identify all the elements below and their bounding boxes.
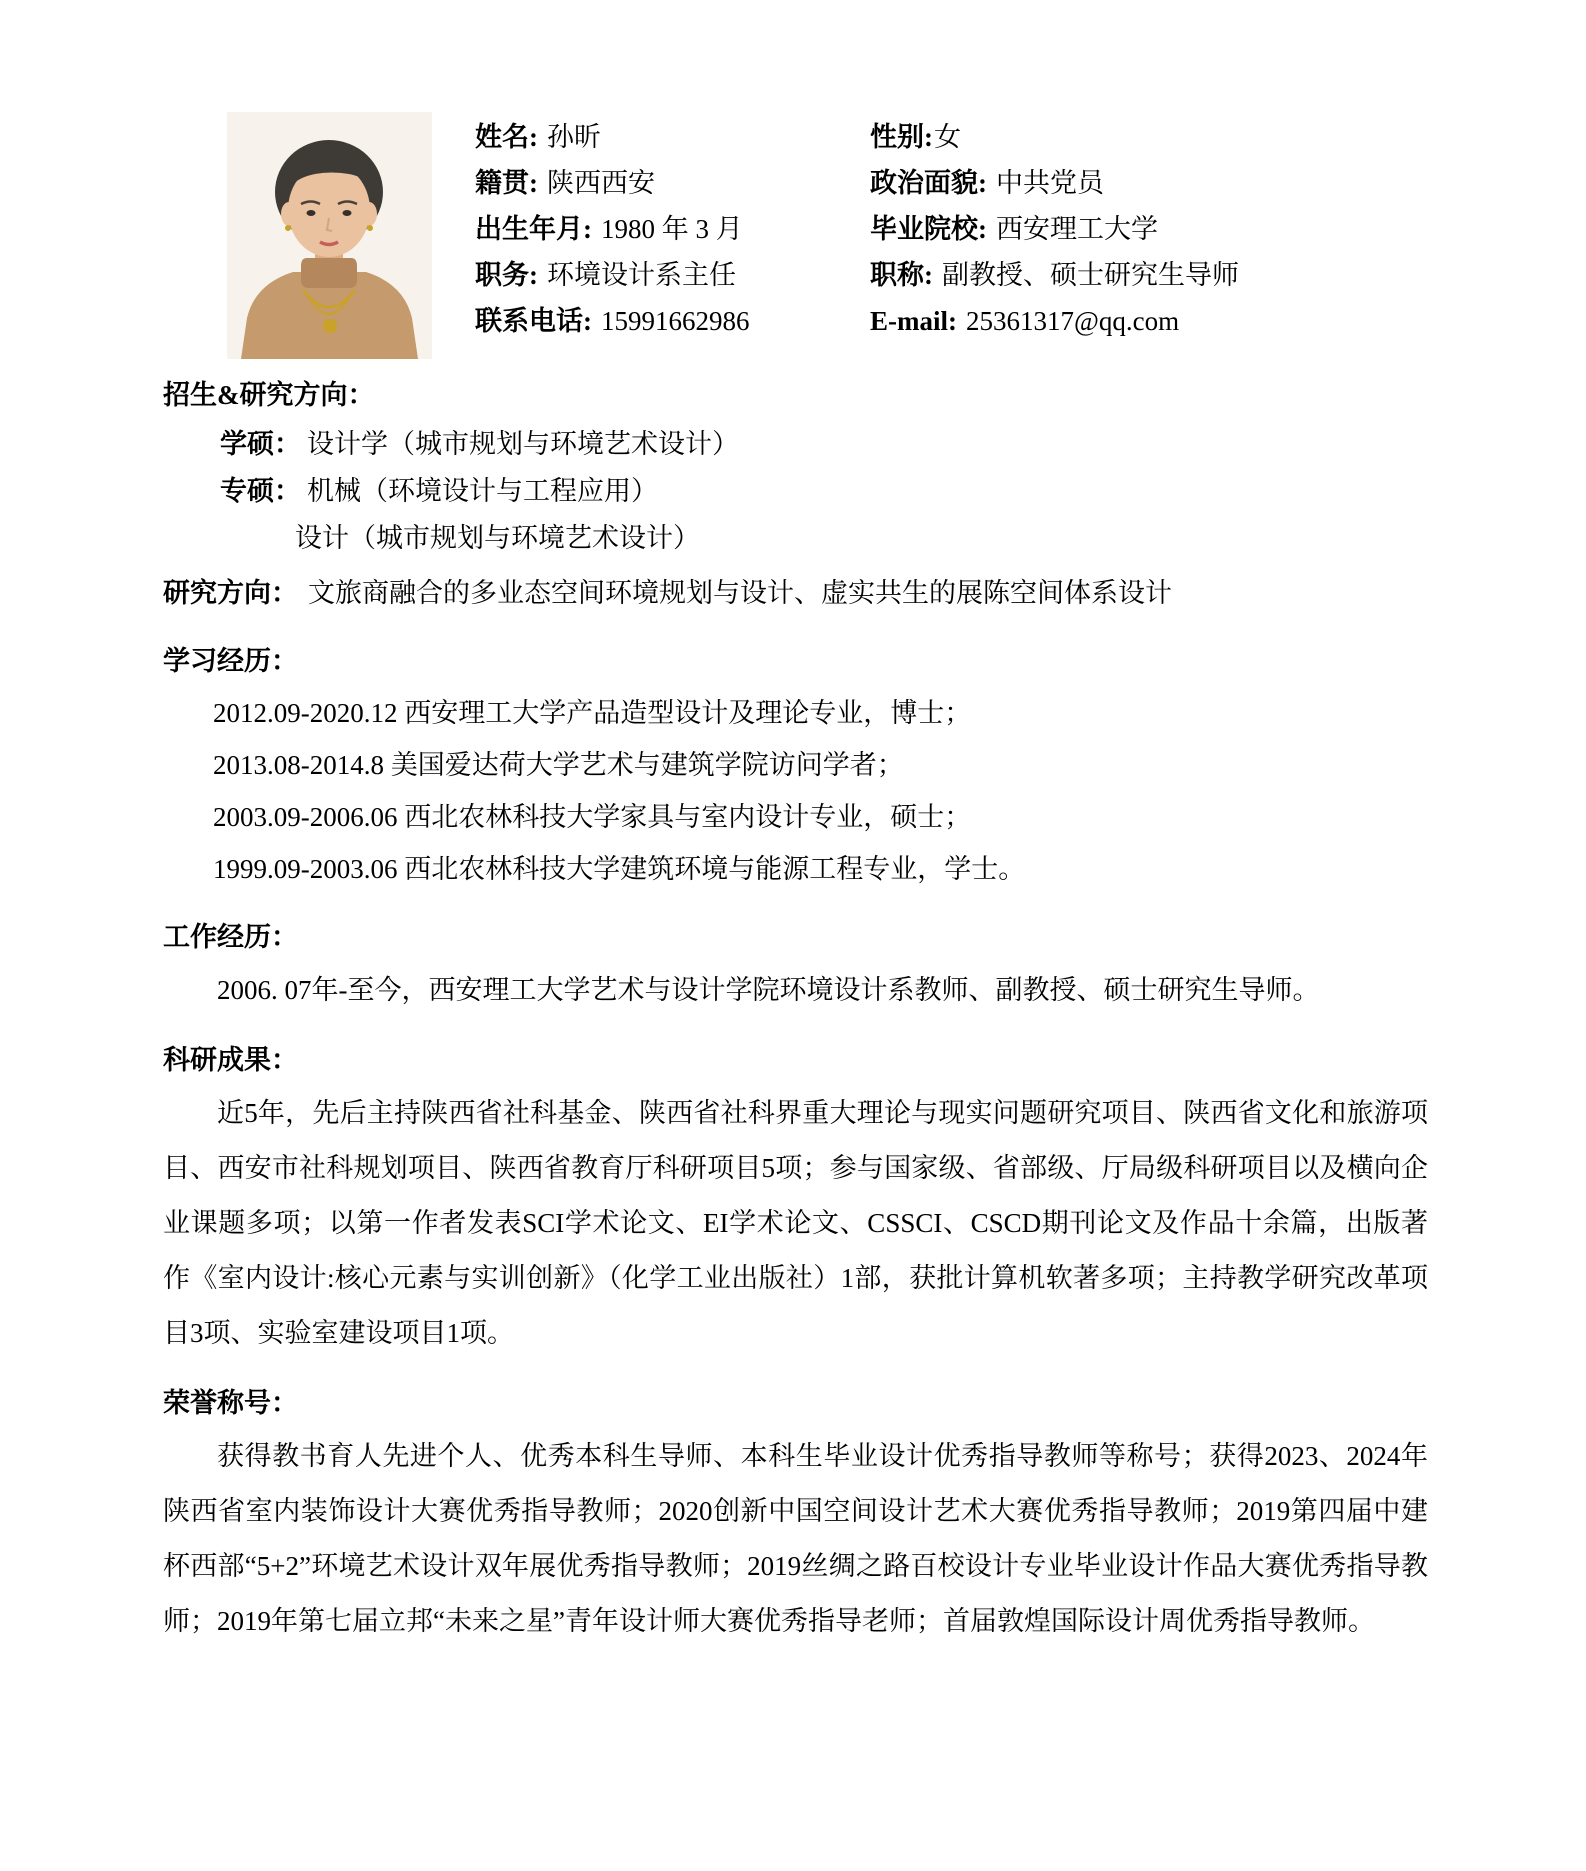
research-direction-label: 研究方向： xyxy=(163,578,298,608)
field-native-place-label: 籍贯: xyxy=(475,168,538,198)
field-position-value: 环境设计系主任 xyxy=(547,260,736,290)
field-native-place xyxy=(475,160,870,206)
field-phone-value: 15991662986 xyxy=(601,306,750,336)
admissions-item-professional-master xyxy=(163,468,1428,515)
field-position xyxy=(475,252,870,298)
work-paragraph: 2006. 07年-至今，西安理工大学艺术与设计学院环境设计系教师、副教授、硕士研究生导师。 xyxy=(217,975,1320,1005)
education-item: 1999.09-2003.06 西北农林科技大学建筑环境与能源工程专业，学士。 xyxy=(213,854,1026,884)
section-admissions xyxy=(163,369,1428,619)
field-gender-value: 女 xyxy=(934,122,961,152)
profile-header xyxy=(163,112,1428,359)
field-birth-date-label: 出生年月: xyxy=(475,214,592,244)
honors-heading: 荣誉称号： xyxy=(163,1388,298,1418)
field-name-value: 孙昕 xyxy=(547,122,601,152)
professional-master-label: 专硕： xyxy=(220,476,301,506)
education-item: 2013.08-2014.8 美国爱达荷大学艺术与建筑学院访问学者； xyxy=(213,750,904,780)
field-birth-date-value: 1980 年 3 月 xyxy=(601,214,743,244)
admissions-item-professional-master-2 xyxy=(163,515,1428,562)
field-graduate-school-label: 毕业院校: xyxy=(870,214,987,244)
field-title xyxy=(870,252,1428,298)
professional-master-value: 机械（环境设计与工程应用） xyxy=(307,476,658,506)
field-birth-date xyxy=(475,206,870,252)
field-title-value: 副教授、硕士研究生导师 xyxy=(942,260,1239,290)
field-email xyxy=(870,298,1428,344)
honors-paragraph: 获得教书育人先进个人、优秀本科生导师、本科生毕业设计优秀指导教师等称号；获得2023、2024年陕西省室内装饰设计大赛优秀指导教师；2020创新中国空间设计艺术大赛优秀指导教师；2019第四届中建杯西部“5+2”环境艺术设计双年展优秀指导教师；2019丝绸之路百校设计专业毕业设计作品大赛优秀指导教师；2019年第七届立邦“未来之星”青年设计师大赛优秀指导老师；首届敦煌国际设计周优秀指导教师。 xyxy=(163,1441,1428,1636)
profile-fields-left xyxy=(475,114,870,344)
field-position-label: 职务: xyxy=(475,260,538,290)
field-graduate-school-value: 西安理工大学 xyxy=(996,214,1158,244)
admissions-heading: 招生&研究方向： xyxy=(163,380,375,410)
field-phone-label: 联系电话: xyxy=(475,306,592,336)
field-name-label: 姓名: xyxy=(475,122,538,152)
section-work xyxy=(163,911,1428,1018)
admissions-item-academic-master xyxy=(163,421,1428,468)
field-native-place-value: 陕西西安 xyxy=(547,168,655,198)
field-political-status-label: 政治面貌: xyxy=(870,168,987,198)
research-direction-value: 文旅商融合的多业态空间环境规划与设计、虚实共生的展陈空间体系设计 xyxy=(308,578,1172,608)
education-heading: 学习经历： xyxy=(163,646,298,676)
field-graduate-school xyxy=(870,206,1428,252)
section-education xyxy=(163,635,1428,895)
field-name xyxy=(475,114,870,160)
field-gender xyxy=(870,114,1428,160)
education-item: 2012.09-2020.12 西安理工大学产品造型设计及理论专业，博士； xyxy=(213,698,972,728)
work-heading: 工作经历： xyxy=(163,922,298,952)
research-achievements-heading: 科研成果： xyxy=(163,1045,298,1075)
field-email-label: E-mail: xyxy=(870,306,957,336)
research-direction-row xyxy=(163,567,1428,619)
profile-fields-right xyxy=(870,114,1428,344)
research-achievements-paragraph: 近5年，先后主持陕西省社科基金、陕西省社科界重大理论与现实问题研究项目、陕西省文化和旅游项目、西安市社科规划项目、陕西省教育厅科研项目5项；参与国家级、省部级、厅局级科研项目以及横向企业课题多项；以第一作者发表SCI学术论文、EI学术论文、CSSCI、CSCD期刊论文及作品十余篇，出版著作《室内设计:核心元素与实训创新》（化学工业出版社）1部，获批计算机软著多项；主持教学研究改革项目3项、实验室建设项目1项。 xyxy=(163,1098,1428,1348)
field-title-label: 职称: xyxy=(870,260,933,290)
field-gender-label: 性别: xyxy=(870,122,933,152)
academic-master-label: 学硕： xyxy=(220,429,301,459)
profile-photo xyxy=(227,112,432,359)
section-honors xyxy=(163,1377,1428,1649)
portrait-illustration xyxy=(227,112,432,359)
education-item: 2003.09-2006.06 西北农林科技大学家具与室内设计专业，硕士； xyxy=(213,802,972,832)
field-political-status-value: 中共党员 xyxy=(996,168,1104,198)
field-political-status xyxy=(870,160,1428,206)
professional-master-value-2: 设计（城市规划与环境艺术设计） xyxy=(295,523,700,553)
field-phone xyxy=(475,298,870,344)
section-research-achievements xyxy=(163,1034,1428,1361)
profile-fields xyxy=(432,112,1428,344)
academic-master-value: 设计学（城市规划与环境艺术设计） xyxy=(307,429,739,459)
field-email-value: 25361317@qq.com xyxy=(966,306,1180,336)
